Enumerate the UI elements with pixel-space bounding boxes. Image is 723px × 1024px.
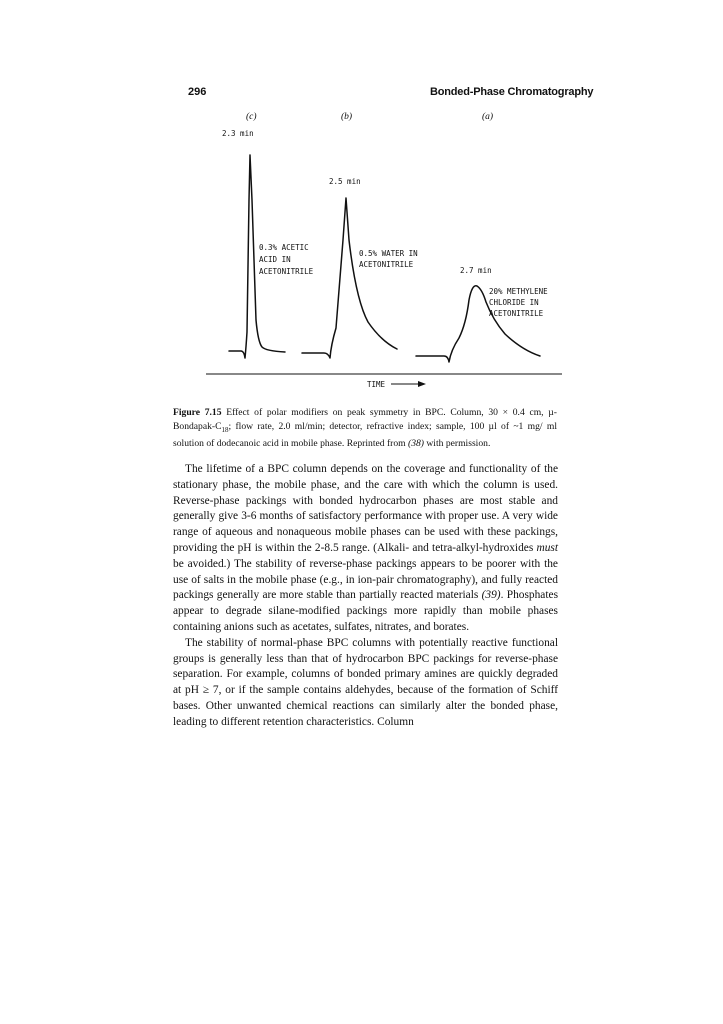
annotation-a-line2: CHLORIDE IN — [489, 298, 539, 307]
panel-label-b: (b) — [341, 112, 353, 122]
caption-reference: (38) — [408, 438, 424, 450]
caption-text-part1: Effect of polar modifiers on peak symmetry in BPC. Column, 30 × 0.4 cm, µ-Bondapak-C — [173, 407, 557, 432]
time-label-a: 2.7 min — [460, 266, 492, 275]
chromatogram-trace-b — [302, 198, 397, 358]
running-title: Bonded-Phase Chromatography — [430, 86, 594, 98]
annotation-b-line1: 0.5% WATER IN — [359, 249, 418, 258]
time-label-b: 2.5 min — [329, 177, 361, 186]
annotation-b-line2: ACETONITRILE — [359, 260, 414, 269]
annotation-c-line2: ACID IN — [259, 255, 291, 264]
annotation-c-line1: 0.3% ACETIC — [259, 243, 309, 252]
body-text — [173, 462, 558, 731]
time-arrow-icon — [418, 381, 426, 387]
paragraph-1 — [173, 462, 558, 636]
paragraph-1-part-c: . Phosphates appear to degrade silane-modified packings more rapidly than mobile phases containing anions such as acetates, sulfates, nitrates, and borates. — [173, 589, 558, 633]
annotation-c-line3: ACETONITRILE — [259, 267, 314, 276]
paragraph-1-emphasis: must — [536, 541, 558, 554]
caption-text-part3: with permission. — [423, 438, 491, 450]
time-axis-label: TIME — [367, 380, 386, 389]
panel-label-c: (c) — [246, 112, 257, 122]
chromatogram-figure — [0, 0, 723, 400]
time-label-c: 2.3 min — [222, 129, 254, 138]
annotation-a-line1: 20% METHYLENE — [489, 287, 548, 296]
panel-label-a: (a) — [482, 112, 494, 122]
figure-caption — [173, 406, 557, 451]
figure-label: Figure 7.15 — [173, 407, 222, 418]
paragraph-1-reference: (39) — [481, 589, 501, 602]
paragraph-2: The stability of normal-phase BPC columns with potentially reactive functional groups is generally less than that of hydrocarbon BPC packings for reverse-phase separation. For example, columns of bonded primary amines are quickly degraded at pH ≥ 7, or if the sample contains aldehydes, because of the formation of Schiff bases. Other unwanted chemical reactions can similarly alter the bonded phase, leading to different retention characteristics. Column — [173, 636, 558, 728]
caption-text-part2: ; flow rate, 2.0 ml/min; detector, refractive index; sample, 100 µl of ~1 mg/ ml solution of dodecanoic acid in mobile phase. Reprinted from — [173, 420, 557, 450]
paragraph-1-part-b: be avoided.) The stability of reverse-phase packings appears to be poorer with the use of salts in the mobile phase (e.g., in ion-pair chromatography), and fully reacted packings generally are more stable than partially reacted materials — [173, 557, 558, 602]
caption-subscript: 18 — [221, 425, 229, 434]
annotation-a-line3: ACETONITRILE — [489, 309, 544, 318]
page-number: 296 — [188, 86, 207, 98]
paragraph-1-part-a: The lifetime of a BPC column depends on the coverage and functionality of the stationary phase, the mobile phase, and the care with which the column is used. Reverse-phase packings with bonded hydrocarbon phases are most stable and generally give 3-6 months of satisfactory performance with proper use. A very wide range of aqueous and nonaqueous mobile phases can be used with these packings, providing the pH is within the 2-8.5 range. (Alkali- and tetra-alkyl-hydroxides — [173, 463, 558, 554]
